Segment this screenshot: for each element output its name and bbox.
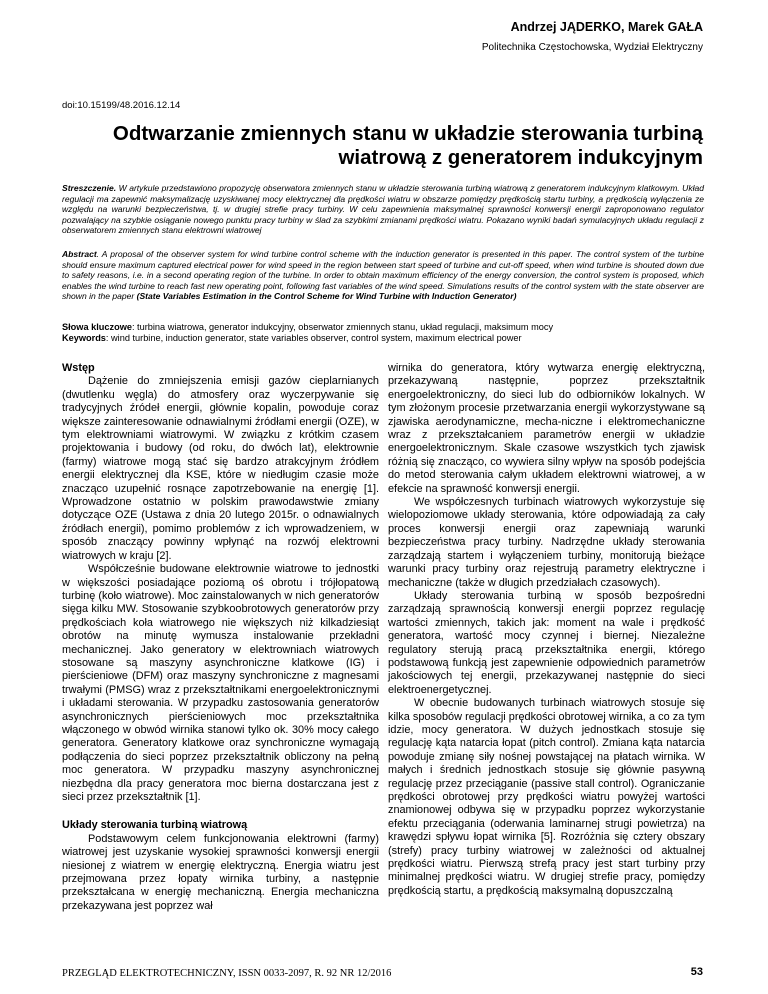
paper-title-line-2: wiatrową z generatorem indukcyjnym [338,146,703,169]
section-heading-wstep: Wstęp [62,362,95,374]
paragraph: wirnika do generatora, który wytwarza energię elektryczną, przekazywaną następnie, poprzez przekształtnik energoelektroniczny, do sieci lub do odbiorników lokalnych. W tym złożonym procesie przetwarzania energii wykorzystywane są zjawiska aerodynamiczne, mecha-niczne i elektromechaniczne wraz z przekształcaniem parametrów energii w układzie energoelektronicznym. Skale czasowe wszystkich tych zjawisk różnią się znacząco, co wywiera silny wpływ na sposób podejścia do metod sterowania całym układem elektrowni wiatrowej, a w efekcie na sprawność konwersji energii. [388,362,705,495]
abstract-lead: Abstract [62,249,97,259]
english-title: (State Variables Estimation in the Control Scheme for Wind Turbine with Induction Generator) [136,291,517,301]
keywords-en-text: : wind turbine, induction generator, state variables observer, control system, maximum electrical power [105,333,522,343]
keywords-pl-label: Słowa kluczowe [62,322,132,332]
streszczenie [62,183,704,236]
paragraph: Układy sterowania turbiną w sposób bezpośredni zarządzają sprawnością konwersji energii poprzez regulację wartości zmiennych, takich jak: moment na wale i prędkość generatora, wartość mocy czynnej i biernej. Niezależne regulatory sterują pracą przekształtnika energii, którego podstawową funkcją jest zapewnienie odpowiednich parametrów jakościowych tej energii, przekazywanej następnie do sieci elektroenergetycznej. [388,589,705,696]
paragraph: Podstawowym celem funkcjonowania elektrowni (farmy) wiatrowej jest uzyskanie wysokiej sprawności konwersji energii niesionej z wiatrem w energię elektryczną. Energia wiatru jest przejmowana przez łopaty wirnika turbiny, a następnie przekształcana w energię mechaniczną. Energia mechaniczna przekazywana jest poprzez wał [62,832,379,912]
paragraph: W obecnie budowanych turbinach wiatrowych stosuje się kilka sposobów regulacji prędkości obrotowej wirnika, a co za tym idzie, mocy generatora. W dużych jednostkach stosuje się regulację kąta natarcia łopat (pitch control). Zmiana kąta natarcia powoduje zmianę siły nośnej powstającej na płatach wirnika. W małych i średnich jednostkach stosuje się głównie pasywną regulację przez przeciąganie (passive stall control). Ograniczanie prędkości obrotowej przy prędkości wiatru powyżej wartości znamionowej odbywa się w przypadku poprzez wykorzystanie efektu przeciągania (oderwania laminarnej strugi powietrza) na krawędzi spływu łopat wirnika [5]. Rozróżnia się cztery obszary (strefy) pracy turbiny wiatrowej w zależności od aktualnej prędkości wiatru. Pierwszą strefą pracy jest start turbiny przy minimalnej prędkości wiatru. W drugiej strefie pracy, pomiędzy prędkością startu, a prędkością maksymalną dopuszczalną [388,697,705,897]
authors: Andrzej JĄDERKO, Marek GAŁA [510,20,703,34]
section-heading-uklady: Układy sterowania turbiną wiatrową [62,819,248,832]
paper-title-line-1: Odtwarzanie zmiennych stanu w układzie sterowania turbiną [112,122,703,145]
paper-title [62,122,703,170]
paragraph: Dążenie do zmniejszenia emisji gazów cieplarnianych (dwutlenku węgla) do atmosfery oraz wyczerpywanie się tradycyjnych źródeł energii, głównie kopalin, powoduje coraz większe zainteresowanie odnawialnymi źródłami energii (OZE), w tym elektrowniami wiatrowymi. W związku z krótkim czasem projektowania i budowy (od roku, do dwóch lat), elektrownie (farmy) wiatrowe mogą stać się bardzo atrakcyjnym źródłem energii elektrycznej dla KSE, które w niedługim czasie może znacząco uzupełnić rosnące zapotrzebowanie na energię [1]. Wprowadzone ostatnio w polskim prawodawstwie zmiany dotyczące OZE (Ustawa z dnia 20 lutego 2015r. o odnawialnych źródłach energii), pomimo problemów z ich wprowadzeniem, w sposób znaczący powinny wpłynąć na rozwój elektrowni wiatrowych w kraju [2]. [62,375,379,562]
affiliation: Politechnika Częstochowska, Wydział Elektryczny [481,42,703,53]
doi[interactable]: doi:10.15199/48.2016.12.14 [62,100,181,111]
page-number: 53 [690,966,703,978]
streszczenie-text: W artykule przedstawiono propozycję obserwatora zmiennych stanu w układzie sterowania turbiną wiatrową z generatorem indukcyjnym klatkowym. Układ regulacji ma zapewnić maksymalizację uzyskiwanej mocy elektrycznej dla prędkości wiatru w obszarze pomiędzy prędkością startu turbiny, a prędkością wyłączenia ze względu na warunki bezpieczeństwa, tj. w drugiej strefie pracy turbiny. W celu zapewnienia maksymalnej sprawności konwersji energii zaproponowano regulator pozwalający na szybkie osiąganie nowego punktu pracy turbiny w ślad za szybkimi zmianami prędkości wiatru. Pokazano wyniki badań symulacyjnych układu regulacji z obserwatorem zmiennych stanu elektrowni wiatrowej [62,183,705,235]
footer-journal: PRZEGLĄD ELEKTROTECHNICZNY, ISSN 0033-2097, R. 92 NR 12/2016 [62,968,392,979]
abstract-text: . A proposal of the observer system for wind turbine control scheme with the induction generator is presented in this paper. The control system of the turbine should ensure maximum captured electrical power for wind speed in the region between start speed of turbine and cut-off speed, when wind turbine is shouted down due to safety reasons, i.e. in a second operating region of the turbine. In order to obtain maximum efficiency of the energy conversion, the control system is proposed, which enables the wind turbine to reach fast new operating point, following fast variables of the wind speed. Simulations results of the control system with the state observer are shown in the paper [62,249,704,301]
paragraph: Współcześnie budowane elektrownie wiatrowe to jednostki w większości posiadające poziomą oś obrotu i trójłopatową turbinę (koło wiatrowe). Moc zainstalowanych w nich generatorów sięga kilku MW. Stosowanie szybkoobrotowych generatorów przy prędkościach koła wiatrowego nie większych niż kilkadziesiąt obrotów na minutę wymusza instalowanie przekładni mechanicznej. Jako generatory w elektrowniach wiatrowych stosowane są maszyny asynchroniczne klatkowe (IG) i pierścieniowe (DFM) oraz maszyny synchroniczne z magnesami trwałymi (PMSG) wraz z przekształtnikami energoelektronicznymi i układami sterowania. W przypadku zastosowania generatorów asynchronicznych pierścieniowych moc przekształtnika włączonego w obwód wirnika stanowi tylko ok. 30% mocy całego generatora. Generatory klatkowe oraz synchroniczne wymagają podłączenia do sieci poprzez przekształtnik obliczony na pełną moc generatora. W przypadku maszyny asynchronicznej niezbędna dla pracy generatora moc bierna dostarczana jest z sieci przez przekształtnik [1]. [62,563,379,803]
keywords-en [62,333,704,345]
left-column [62,362,379,913]
keywords-pl-text: : turbina wiatrowa, generator indukcyjny, obserwator zmiennych stanu, układ regulacji, maksimum mocy [131,322,554,332]
right-column [388,362,705,898]
paragraph: We współczesnych turbinach wiatrowych wykorzystuje się wielopoziomowe układy sterowania, które odpowiadają za cały proces konwersji energii oraz zapewniają warunki bezpieczeństwa pracy turbiny. Nadrzędne układy sterowania zarządzają startem i wyłączeniem turbiny, monitorują bieżące warunki pracy turbiny oraz rejestrują parametry elektryczne i mechaniczne (także w długich przedziałach czasowych). [388,496,705,589]
abstract [62,249,704,302]
keywords-pl [62,322,704,334]
streszczenie-lead: Streszczenie. [62,183,117,193]
keywords-en-label: Keywords [62,333,106,343]
